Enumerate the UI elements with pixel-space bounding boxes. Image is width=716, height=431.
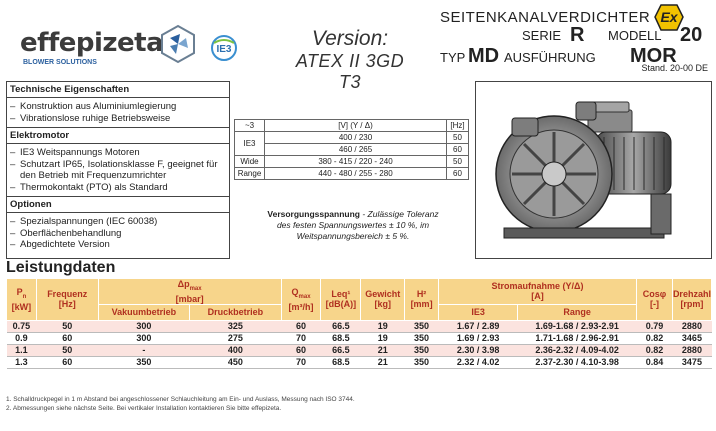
- col-press-header: Druckbetrieb: [190, 304, 281, 320]
- table-cell: 50: [36, 320, 98, 332]
- table-row: [7, 344, 712, 356]
- motor-list: – IE3 Weitspannungs Motoren – Schutzart IP65, Isolationsklasse F, geeignet für den Betrieb mit Frequenzumrichter – Thermokontakt (PTO) als Standard: [7, 144, 229, 197]
- col-q-header: $Q_{max}$ [m³/h]: [281, 279, 321, 321]
- ie3-badge-text: IE3: [216, 44, 232, 55]
- table-cell: 350: [405, 320, 439, 332]
- version-block: [290, 27, 410, 93]
- voltage-hz: 50: [447, 156, 469, 168]
- version-label: Version:: [311, 27, 389, 50]
- list-item: Thermokontakt (PTO) als Standard: [20, 181, 168, 193]
- version-value: ATEX II 3GD T3: [295, 51, 405, 92]
- stand-label: Stand. 20-00 DE: [641, 63, 708, 73]
- voltage-row: [235, 168, 469, 180]
- table-cell: 60: [36, 332, 98, 344]
- table-cell: 1.69-1.68 / 2.93-2.91: [518, 320, 637, 332]
- col-cos-header: Cosφ [-]: [637, 279, 673, 321]
- logo-hex-icon: [158, 24, 198, 64]
- col-vac-header: Vakuumbetrieb: [98, 304, 190, 320]
- typ-value: MD: [468, 45, 500, 67]
- product-title: SEITENKANALVERDICHTER: [440, 9, 651, 26]
- options-heading: Optionen: [7, 197, 229, 213]
- table-cell: 3465: [672, 332, 711, 344]
- voltage-row-label: Wide: [235, 156, 265, 168]
- col-current-header: Stromaufnahme (Y/Δ) [A]: [438, 279, 636, 305]
- voltage-row: [235, 132, 469, 144]
- list-item: Konstruktion aus Aluminiumlegierung: [20, 101, 177, 112]
- product-header: [440, 4, 708, 72]
- table-cell: 2.37-2.30 / 4.10-3.98: [518, 356, 637, 368]
- features-panel: [6, 81, 230, 259]
- table-cell: 350: [405, 344, 439, 356]
- list-item: Oberflächenbehandlung: [20, 227, 122, 239]
- table-cell: 300: [98, 320, 190, 332]
- ie3-badge-icon: [207, 34, 241, 62]
- table-cell: 0.79: [637, 320, 673, 332]
- voltage-row: [235, 156, 469, 168]
- voltage-value: 440 - 480 / 255 - 280: [265, 168, 447, 180]
- voltage-row-label: Range: [235, 168, 265, 180]
- table-cell: 1.69 / 2.93: [438, 332, 517, 344]
- blower-illustration: [476, 82, 711, 258]
- col-h-header: H² [mm]: [405, 279, 439, 321]
- table-cell: 2880: [672, 344, 711, 356]
- modell-value: 20: [680, 24, 703, 46]
- table-cell: 21: [361, 356, 405, 368]
- performance-table: [6, 278, 712, 369]
- table-cell: 66.5: [321, 344, 361, 356]
- table-cell: 60: [36, 356, 98, 368]
- table-row: [7, 356, 712, 368]
- voltage-table: [234, 119, 469, 180]
- table-cell: 2.30 / 3.98: [438, 344, 517, 356]
- table-cell: 0.75: [7, 320, 37, 332]
- voltage-header-cell: [V] (Y / Δ): [265, 120, 447, 132]
- table-cell: 1.3: [7, 356, 37, 368]
- table-cell: 2.36-2.32 / 4.09-4.02: [518, 344, 637, 356]
- company-logo: [6, 22, 206, 70]
- table-cell: 1.67 / 2.89: [438, 320, 517, 332]
- voltage-header-cell: ~3: [235, 120, 265, 132]
- table-cell: 1.1: [7, 344, 37, 356]
- table-cell: -: [98, 344, 190, 356]
- table-cell: 0.82: [637, 344, 673, 356]
- table-cell: 66.5: [321, 320, 361, 332]
- voltage-hz: 60: [447, 168, 469, 180]
- table-cell: 68.5: [321, 332, 361, 344]
- footnote-2: 2. Abmessungen siehe nächste Seite. Bei vertikaler Installation kontaktieren Sie bitte effepizeta.: [6, 404, 282, 412]
- voltage-hz: 50: [447, 132, 469, 144]
- table-cell: 450: [190, 356, 281, 368]
- table-cell: 275: [190, 332, 281, 344]
- voltage-row-label: IE3: [235, 132, 265, 156]
- table-cell: 68.5: [321, 356, 361, 368]
- col-pn-header: $P_n$ [kW]: [7, 279, 37, 321]
- supply-note-text2: des festen Spannungswertes ± 10 %, im: [276, 220, 430, 230]
- logo-subtitle: BLOWER SOLUTIONS: [23, 59, 97, 66]
- performance-title: Leistungdaten: [6, 259, 116, 276]
- supply-note: [234, 209, 472, 242]
- col-speed-header: Drehzahl [rpm]: [672, 279, 711, 321]
- voltage-hz: 60: [447, 144, 469, 156]
- col-leq-header: Leq¹ [dB(A)]: [321, 279, 361, 321]
- modell-label: MODELL: [608, 28, 662, 43]
- typ-label: TYP: [440, 50, 466, 65]
- col-freq-header: Frequenz [Hz]: [36, 279, 98, 321]
- table-cell: 19: [361, 320, 405, 332]
- footnotes: [6, 396, 355, 413]
- table-row: [7, 332, 712, 344]
- options-list: – Spezialspannungen (IEC 60038) – Oberflächenbehandlung – Abgedichtete Version: [10, 216, 158, 250]
- list-item: Schutzart IP65, Isolationsklasse F, geeignet für den Betrieb mit Frequenzumrichter: [20, 158, 218, 181]
- ausfuehrung-value: MOR: [630, 45, 677, 67]
- table-cell: 400: [190, 344, 281, 356]
- voltage-header-row: [235, 120, 469, 132]
- table-cell: 21: [361, 344, 405, 356]
- voltage-value: 380 - 415 / 220 - 240: [265, 156, 447, 168]
- table-cell: 2880: [672, 320, 711, 332]
- table-cell: 19: [361, 332, 405, 344]
- table-cell: 50: [36, 344, 98, 356]
- voltage-value: 400 / 230: [265, 132, 447, 144]
- table-cell: 325: [190, 320, 281, 332]
- supply-note-text3: Weitspannungsbereich ± 5 %.: [296, 231, 410, 241]
- col-dp-header: $\Delta p_{max}$ [mbar]: [98, 279, 281, 305]
- svg-text:Ex: Ex: [660, 9, 678, 25]
- table-cell: 60: [281, 320, 321, 332]
- table-cell: 70: [281, 332, 321, 344]
- table-cell: 0.84: [637, 356, 673, 368]
- col-ie3-header: IE3: [438, 304, 517, 320]
- table-cell: 2.32 / 4.02: [438, 356, 517, 368]
- footnote-1: 1. Schalldruckpegel in 1 m Abstand bei angeschlossener Schlauchleitung am Ein- und Auslass, Messung nach ISO 3744.: [6, 396, 355, 403]
- product-image: [475, 81, 712, 259]
- table-cell: 350: [405, 356, 439, 368]
- supply-note-title: Versorgungsspannung: [267, 209, 360, 219]
- list-item: Abgedichtete Version: [20, 239, 110, 250]
- col-weight-header: Gewicht [kg]: [361, 279, 405, 321]
- voltage-header-cell: [Hz]: [447, 120, 469, 132]
- motor-heading: Elektromotor: [7, 128, 229, 144]
- table-cell: 60: [281, 344, 321, 356]
- tech-list: – Konstruktion aus Aluminiumlegierung – Vibrationslose ruhige Betriebsweise: [7, 98, 229, 128]
- list-item: Spezialspannungen (IEC 60038): [20, 216, 158, 227]
- table-cell: 350: [98, 356, 190, 368]
- table-cell: 3475: [672, 356, 711, 368]
- supply-note-text1: - Zulässige Toleranz: [359, 209, 439, 219]
- table-cell: 0.9: [7, 332, 37, 344]
- table-cell: 350: [405, 332, 439, 344]
- table-cell: 300: [98, 332, 190, 344]
- serie-value: R: [570, 24, 585, 46]
- table-cell: 0.82: [637, 332, 673, 344]
- voltage-value: 460 / 265: [265, 144, 447, 156]
- col-range-header: Range: [518, 304, 637, 320]
- logo-name: effepizeta: [20, 28, 164, 58]
- table-cell: 1.71-1.68 / 2.96-2.91: [518, 332, 637, 344]
- list-item: Vibrationslose ruhige Betriebsweise: [20, 112, 171, 124]
- table-cell: 70: [281, 356, 321, 368]
- voltage-row: [235, 144, 469, 156]
- list-item: IE3 Weitspannungs Motoren: [20, 147, 140, 158]
- table-row: [7, 320, 712, 332]
- tech-heading: Technische Eigenschaften: [7, 82, 229, 98]
- ausfuehrung-label: AUSFÜHRUNG: [504, 50, 596, 65]
- serie-label: SERIE: [522, 28, 562, 43]
